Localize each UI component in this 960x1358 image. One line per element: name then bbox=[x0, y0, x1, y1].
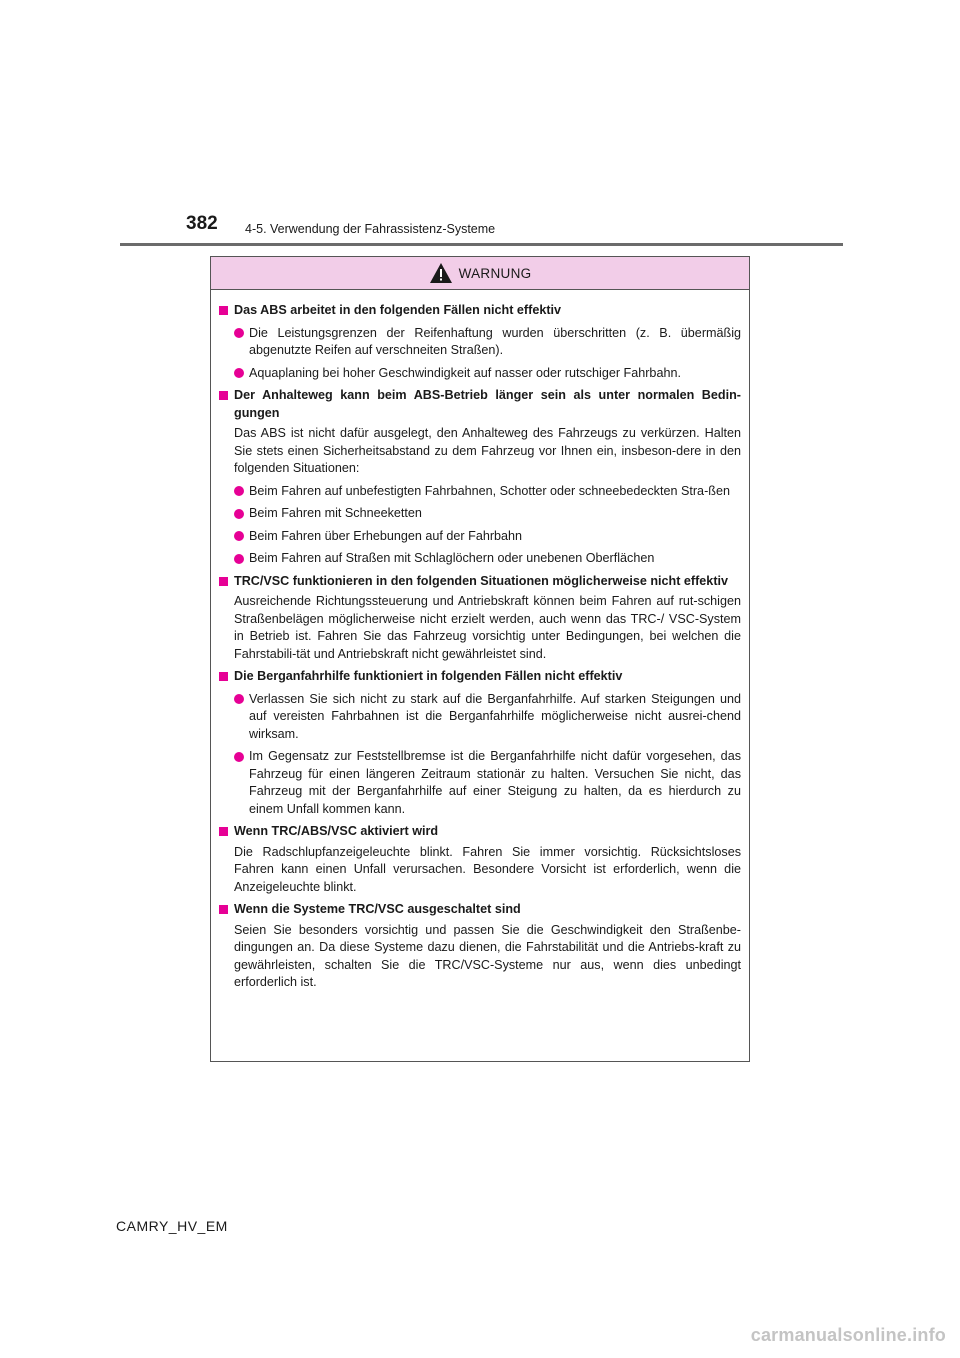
bullet-text: Beim Fahren auf Straßen mit Schlaglöchern oder unebenen Oberflächen bbox=[249, 551, 655, 565]
heading-text: Wenn die Systeme TRC/VSC ausgeschaltet sind bbox=[234, 902, 521, 916]
model-code: CAMRY_HV_EM bbox=[116, 1218, 228, 1234]
warning-triangle-icon bbox=[429, 262, 453, 284]
square-bullet-icon bbox=[219, 577, 228, 586]
heading-text: Wenn TRC/ABS/VSC aktiviert wird bbox=[234, 824, 439, 838]
bullet-dot-icon bbox=[234, 328, 244, 338]
warning-label: WARNUNG bbox=[458, 265, 532, 281]
warning-item-heading bbox=[219, 901, 741, 919]
bullet-text: Die Leistungsgrenzen der Reifenhaftung wurden überschritten (z. B. übermäßig abgenutzte Reifen auf verschneiten Straßen). bbox=[249, 325, 741, 357]
warning-box bbox=[210, 256, 750, 1062]
paragraph: Das ABS ist nicht dafür ausgelegt, den Anhalteweg des Fahrzeugs zu verkürzen. Halten Sie stets einen Sicherheitsabstand zu dem Fahrzeug vor Ihnen ein, insbeson-dere in den folgenden Situationen: bbox=[234, 426, 741, 475]
watermark-link[interactable]: carmanualsonline.info bbox=[750, 1325, 946, 1345]
paragraph: Ausreichende Richtungssteuerung und Antriebskraft können beim Fahren auf rut-schigen Straßenbelägen möglicherweise nicht erzielt werden, auch wenn das TRC-/ VSC-System in Betrieb ist. Fahren Sie das Fahrzeug vorsichtig unter Bedingungen, bei welchen die Fahrstabili-tät und Antriebskraft nicht gewährleistet sind. bbox=[234, 594, 741, 661]
square-bullet-icon bbox=[219, 827, 228, 836]
square-bullet-icon bbox=[219, 672, 228, 681]
bullet-text: Im Gegensatz zur Feststellbremse ist die Berganfahrhilfe nicht dafür vorgesehen, das Fahrzeug für einen längeren Zeitraum stationär zu halten. Versuchen Sie nicht, das Fahrzeug mit der Berganfahrhilfe auf einer Steigung zu halten, da es hierdurch zu einem Unfall kommen kann. bbox=[249, 749, 741, 816]
bullet-text: Beim Fahren über Erhebungen auf der Fahrbahn bbox=[249, 528, 523, 543]
bullet-item bbox=[234, 483, 741, 501]
warning-item-heading bbox=[219, 823, 741, 841]
bullet-item bbox=[234, 748, 741, 818]
bullet-item bbox=[234, 505, 741, 523]
warning-item bbox=[219, 387, 741, 568]
warning-item-heading bbox=[219, 573, 741, 591]
bullet-item bbox=[234, 550, 741, 568]
heading-text: TRC/VSC funktionieren in den folgenden Situationen möglicherweise nicht effektiv bbox=[234, 573, 729, 588]
warning-item bbox=[219, 302, 741, 382]
heading-text: Die Berganfahrhilfe funktioniert in folgenden Fällen nicht effektiv bbox=[234, 669, 623, 683]
paragraph: Die Radschlupfanzeigeleuchte blinkt. Fahren Sie immer vorsichtig. Rücksichtsloses Fahren kann einen Unfall verursachen. Besondere Vorsicht ist erforderlich, wenn die Anzeigeleuchte blinkt. bbox=[234, 844, 741, 894]
warning-item-heading bbox=[219, 387, 741, 422]
bullet-text: Beim Fahren mit Schneeketten bbox=[249, 506, 422, 520]
bullet-item bbox=[234, 691, 741, 744]
bullet-text: Verlassen Sie sich nicht zu stark auf die Berganfahrhilfe. Auf starken Steigungen und auf vereisten Fahrbahnen ist die Berganfahrhilfe möglicherweise nicht ausrei-chend wirksam. bbox=[249, 691, 741, 741]
bullet-text: Aquaplaning bei hoher Geschwindigkeit auf nasser oder rutschiger Fahrbahn. bbox=[249, 365, 681, 380]
bullet-item bbox=[234, 325, 741, 360]
warning-item bbox=[219, 901, 741, 992]
bullet-dot-icon bbox=[234, 509, 244, 519]
bullet-dot-icon bbox=[234, 531, 244, 541]
page-number: 382 bbox=[186, 213, 218, 234]
bullet-dot-icon bbox=[234, 368, 244, 378]
bullet-dot-icon bbox=[234, 694, 244, 704]
square-bullet-icon bbox=[219, 905, 228, 914]
bullet-dot-icon bbox=[234, 486, 244, 496]
heading-text: Der Anhalteweg kann beim ABS-Betrieb länger sein als unter normalen Bedin-gungen bbox=[234, 388, 741, 420]
header-rule bbox=[120, 243, 843, 246]
warning-header bbox=[211, 257, 749, 290]
warning-item bbox=[219, 668, 741, 818]
bullet-text: Beim Fahren auf unbefestigten Fahrbahnen, Schotter oder schneebedeckten Stra-ßen bbox=[249, 483, 730, 498]
section-title: 4-5. Verwendung der Fahrassistenz-Systeme bbox=[245, 222, 496, 236]
warning-item bbox=[219, 573, 741, 664]
warning-item bbox=[219, 823, 741, 896]
bullet-dot-icon bbox=[234, 554, 244, 564]
heading-text: Das ABS arbeitet in den folgenden Fällen nicht effektiv bbox=[234, 303, 562, 317]
bullet-dot-icon bbox=[234, 752, 244, 762]
bullet-item bbox=[234, 528, 741, 546]
warning-item-heading bbox=[219, 302, 741, 320]
warning-item-heading bbox=[219, 668, 741, 686]
paragraph: Seien Sie besonders vorsichtig und passen Sie die Geschwindigkeit den Straßenbe-dingungen an. Da diese Systeme dazu dienen, die Fahrstabilität und die Antriebs-kraft zu gewährleisten, schalten Sie die TRC/VSC-Systeme nur aus, wenn dies unbedingt erforderlich ist. bbox=[234, 922, 741, 989]
square-bullet-icon bbox=[219, 391, 228, 400]
warning-body bbox=[211, 290, 749, 992]
square-bullet-icon bbox=[219, 306, 228, 315]
bullet-item bbox=[234, 365, 741, 383]
